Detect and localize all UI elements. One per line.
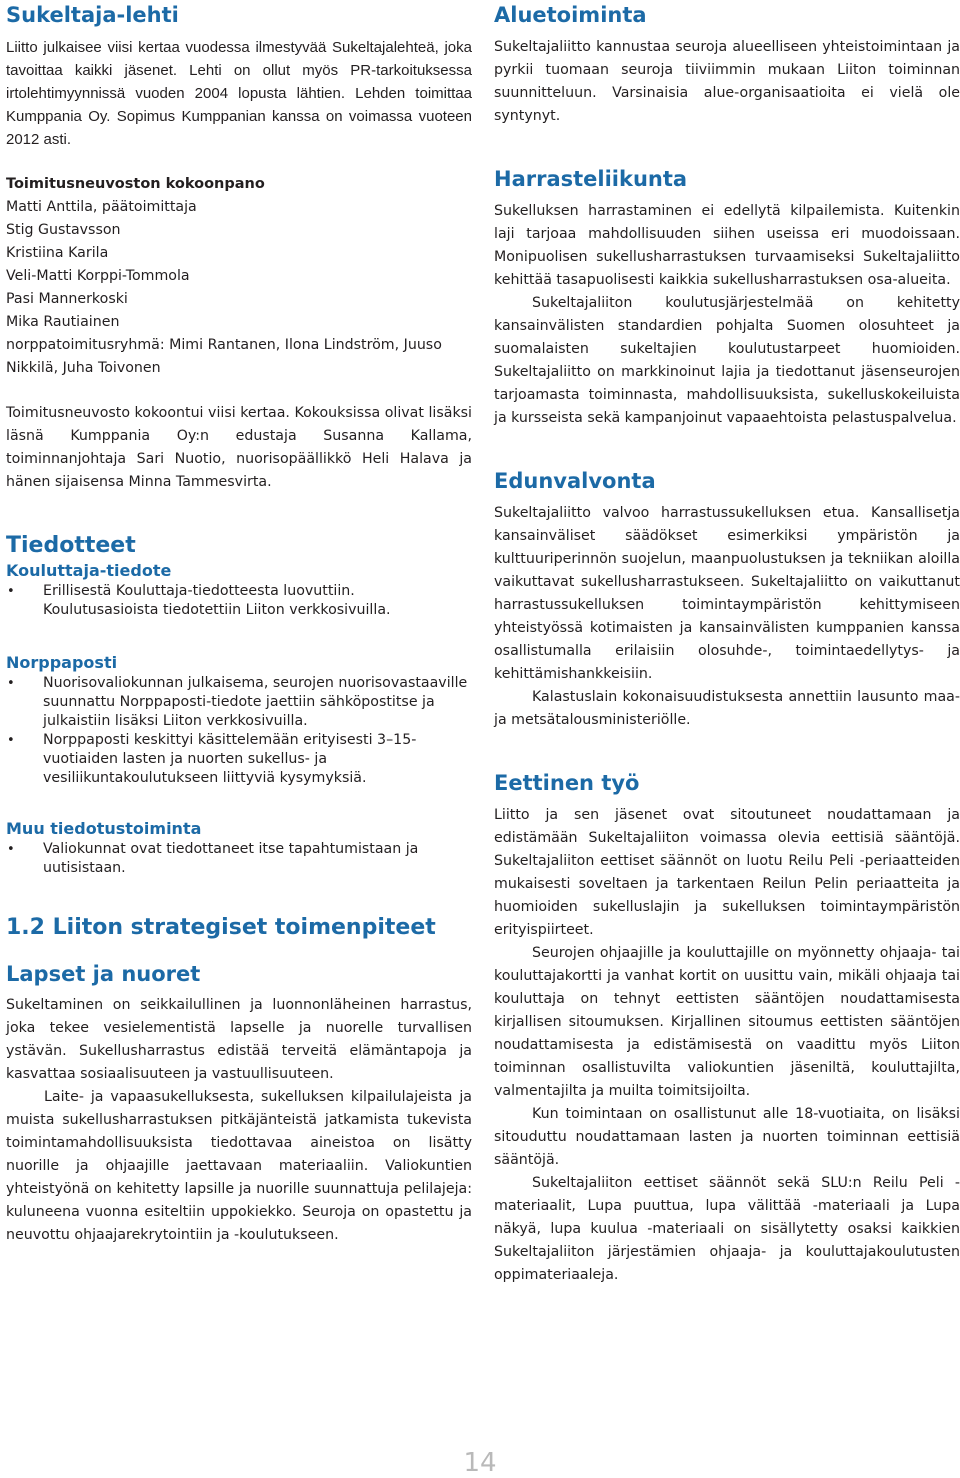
right-column: [494, 0, 960, 1287]
board-members: [6, 196, 472, 380]
board-meetings-text: Toimitusneuvosto kokoontui viisi kertaa. Kokouksissa olivat lisäksi läsnä Kumppania Oy:n edustaja Susanna Kallama, toiminnanjohtaja Sari Nuotio, nuorisopäällikkö Heli Halava ja hänen sijaisensa Minna Tammesvirta.: [6, 405, 472, 490]
muu-list: [6, 840, 472, 878]
lapset-paragraph-1: Sukeltaminen on seikkailullinen ja luonnonläheinen harrastus, joka tekee vesielementistä lapselle ja nuorelle turvallisen ystävän. Sukellusharrastus edistää terveitä elämäntapoja ja kasvattaa sosiaalisuuteen ja vastuullisuuteen.: [6, 997, 472, 1082]
aluetoiminta-text: Sukeltajaliitto kannustaa seuroja alueelliseen yhteistoimintaan ja pyrkii tuomaan seuroja tiiviimmin mukaan Liiton toiminnan suunnitteluun. Varsinaisia alue-organisaatioita ei vielä ole syntynyt.: [494, 39, 960, 124]
board-heading: Toimitusneuvoston kokoonpano: [6, 176, 265, 192]
harraste-paragraph-2: Sukeltajaliiton koulutusjärjestelmää on kehitetty kansainvälisten standardien pohjalta Suomen olosuhteet ja suomalaisten sukeltajien koulutustarpeet huomioiden. Sukeltajaliitto on markkinoinut lajia ja tiedottanut jäsenseurojen tarjoamasta toiminnasta, mahdollisuuksista, sukelluskokeiluista ja kursseista sekä kampanjoinut vapaaehtoista pelastuspalvelua.: [494, 295, 960, 426]
list-item: • Erillisestä Kouluttaja-tiedotteesta luovuttiin. Koulutusasioista tiedotettiin Liiton verkkosivuilla.: [7, 583, 391, 618]
list-item: • Valiokunnat ovat tiedottaneet itse tapahtumistaan ja uutisistaan.: [7, 841, 419, 876]
page-number: 14: [463, 1448, 497, 1478]
eettinen-paragraph-3: Kun toimintaan on osallistunut alle 18-vuotiaita, on lisäksi sitouduttu noudattamaan lasten ja nuorten toiminnan eettisiä sääntöjä.: [494, 1106, 960, 1168]
norppaposti-list: [6, 674, 472, 788]
eettinen-paragraph-4: Sukeltajaliiton eettiset säännöt sekä SLU:n Reilu Peli -materiaalit, Lupa puuttua, lupa välittää -materiaali ja Lupa näkyä, lupa kuulua -materiaali on sisällytetty osaksi kaikkien Sukeltajaliiton järjestämien ohjaaja- ja kouluttajakoulutusten oppimateriaaleja.: [494, 1175, 960, 1283]
lapset-paragraph-2: Laite- ja vapaasukelluksesta, sukelluksen kilpailulajeista ja muista sukellusharrastuksen pitkäjänteistä jatkamista tukevista toimintamahdollisuuksista tiedottavaa aineistoa on lisätty nuorille ja ohjaajille jaettavaan materiaaliin. Valiokuntien yhteistyönä on kehitetty lapsille ja nuorille suunnattuja pelilajeja: kuluneena vuonna esiteltiin uppokiekko. Seuroja on opastettu ja neuvottu ohjaajarekrytointiin ja -koulutukseen.: [6, 1089, 472, 1243]
board-member: Kristiina Karila: [6, 245, 109, 261]
left-column: [6, 0, 472, 1247]
heading-eettinen-tyo: Eettinen työ: [494, 771, 640, 795]
board-member: norppatoimitusryhmä: Mimi Rantanen, Ilona Lindström, Juuso Nikkilä, Juha Toivonen: [6, 337, 442, 376]
board-member: Mika Rautiainen: [6, 314, 120, 330]
heading-aluetoiminta: Aluetoiminta: [494, 3, 647, 27]
board-member: Pasi Mannerkoski: [6, 291, 128, 307]
heading-harrasteliikunta: Harrasteliikunta: [494, 167, 688, 191]
board-member: Veli-Matti Korppi-Tommola: [6, 268, 190, 284]
heading-edunvalvonta: Edunvalvonta: [494, 469, 656, 493]
heading-muu-tiedotustoiminta: Muu tiedotustoiminta: [6, 819, 202, 838]
kouluttaja-list: [6, 582, 472, 620]
heading-kouluttaja-tiedote: Kouluttaja-tiedote: [6, 561, 172, 580]
edunvalvonta-paragraph-2: Kalastuslain kokonaisuudistuksesta annettiin lausunto maa- ja metsätalousministeriölle.: [494, 689, 960, 728]
harraste-paragraph-1: Sukelluksen harrastaminen ei edellytä kilpailemista. Kuitenkin laji tarjoaa mahdollisuuden siihen useissa eri muodoissaan. Monipuolisen sukellusharrastuksen turvaamiseksi Sukeltajaliitto kehittää tasapuolisesti kaikkia sukellusharrastuksen osa-alueita.: [494, 203, 960, 288]
heading-tiedotteet: Tiedotteet: [6, 533, 136, 558]
board-member: Stig Gustavsson: [6, 222, 121, 238]
eettinen-paragraph-2: Seurojen ohjaajille ja kouluttajille on myönnetty ohjaaja- tai kouluttajakortti ja vanhat kortit on uusittu vain, mikäli ohjaaja tai kouluttaja on tehnyt eettisten sääntöjen noudattamisesta kirjallisen sitoumuksen. Kirjallinen sitoumus eettisten sääntöjen noudattamisesta ja edistämisestä on vaadittu myös Liiton toiminnan osallistuvilta valiokuntien jäseniltä, kouluttajilta, valmentajilta ja muilta toimitsijoilta.: [494, 945, 960, 1099]
heading-sukeltaja-lehti: Sukeltaja-lehti: [6, 3, 179, 27]
heading-lapset-ja-nuoret: Lapset ja nuoret: [6, 962, 201, 986]
eettinen-paragraph-1: Liitto ja sen jäsenet ovat sitoutuneet noudattamaan ja edistämään Sukeltajaliiton voimassa olevia eettisiä sääntöjä. Sukeltajaliiton eettiset säännöt on luotu Reilu Peli -periaatteiden mukaisesti soveltaen ja tarkentaen Reilun Pelin periaatteita ja huomioiden sukelluslajin ja sukelluksen toimintaympäristön erityispiirteet.: [494, 807, 960, 938]
heading-strategiset-toimenpiteet: 1.2 Liiton strategiset toimenpiteet: [6, 915, 436, 940]
list-item: • Nuorisovaliokunnan julkaisema, seurojen nuorisovastaaville suunnattu Norppaposti-tiedote jaettiin sähköpostitse ja julkaistiin lisäksi Liiton verkkosivuilla.: [7, 675, 468, 729]
edunvalvonta-paragraph-1: Sukeltajaliitto valvoo harrastussukelluksen etua. Kansallisetja kansainväliset säädökset esimerkiksi ympäristön ja kulttuuriperinnön suojelun, maanpuolustuksen ja tekniikan aloilla vaikuttavat sukellusharrastukseen. Sukeltajaliitto on vaikuttanut harrastussukelluksen toimintaympäristön kehittymiseen yhteistyössä kotimaisten ja kansainvälisten kumppanien kanssa osallistumalla erilaisiin olosuhde-, toimintaedellytys- ja kehittämishankkeisiin.: [494, 505, 960, 682]
sukeltaja-lehti-text: Liitto julkaisee viisi kertaa vuodessa ilmestyvää Sukeltajalehteä, joka tavoittaa kaikki jäsenet. Lehti on ollut myös PR-tarkoituksessa irtolehtimyynnissä vuoden 2004 lopusta lähtien. Lehden toimittaa Kumppania Oy. Sopimus Kumppanian kanssa on voimassa vuoteen 2012 asti.: [6, 39, 472, 148]
board-member: Matti Anttila, päätoimittaja: [6, 199, 197, 215]
list-item: • Norppaposti keskittyi käsittelemään erityisesti 3–15-vuotiaiden lasten ja nuorten sukellus- ja vesiliikuntakoulutukseen liittyviä kysymyksiä.: [7, 732, 417, 786]
heading-norppaposti: Norppaposti: [6, 653, 118, 672]
